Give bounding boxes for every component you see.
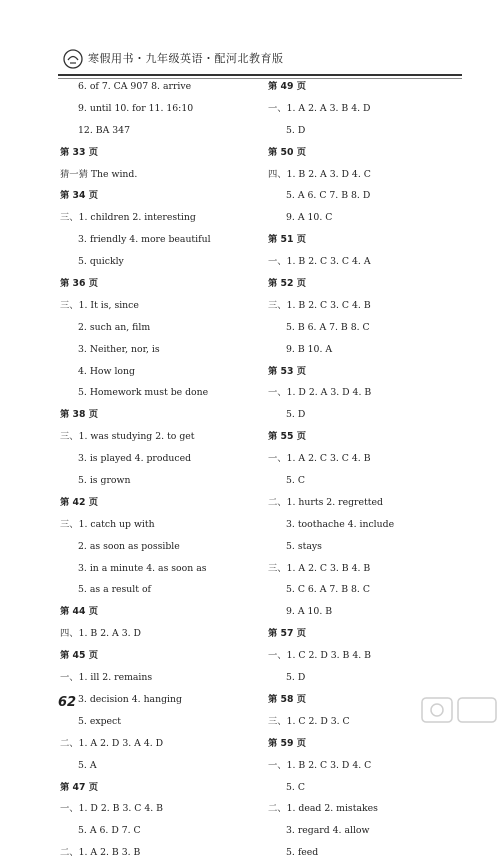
answer-line: 3. toothache 4. include xyxy=(286,518,395,530)
page-heading: 第 34 页 xyxy=(60,190,99,202)
answer-line: 一、1. A 2. C 3. C 4. B xyxy=(268,453,371,465)
answer-line: 4. How long xyxy=(78,365,135,377)
answer-line: 三、1. B 2. C 3. C 4. B xyxy=(268,299,371,311)
answer-line: 9. until 10. for 11. 16:10 xyxy=(78,102,194,114)
answer-line: 3. decision 4. hanging xyxy=(78,693,182,705)
answer-line: 一、1. B 2. C 3. C 4. A xyxy=(268,256,371,268)
answer-column-left xyxy=(60,76,260,864)
answer-line: 9. A 10. C xyxy=(286,212,333,224)
page-heading: 第 36 页 xyxy=(60,278,99,290)
answer-line: 5. stays xyxy=(286,540,322,552)
page-heading: 第 44 页 xyxy=(60,606,99,618)
answer-line: 四、1. B 2. A 3. D 4. C xyxy=(268,168,371,180)
book-logo-icon xyxy=(62,48,84,70)
answer-line: 三、1. C 2. D 3. C xyxy=(268,715,350,727)
page-number: 62 xyxy=(58,695,77,710)
answer-line: 5. B 6. A 7. B 8. C xyxy=(286,321,370,333)
answer-line: 12. BA 347 xyxy=(78,124,130,136)
answer-line: 猜一猜 The wind. xyxy=(60,168,138,180)
answer-line: 5. feed xyxy=(286,847,319,859)
answer-line: 三、1. A 2. C 3. B 4. B xyxy=(268,562,371,574)
page-heading: 第 55 页 xyxy=(268,431,307,443)
answer-line: 一、1. D 2. B 3. C 4. B xyxy=(60,803,163,815)
answer-line: 一、1. D 2. A 3. D 4. B xyxy=(268,387,372,399)
answer-line: 二、1. A 2. D 3. A 4. D xyxy=(60,737,164,749)
answer-line: 三、1. It is, since xyxy=(60,299,139,311)
page-heading: 第 59 页 xyxy=(268,737,307,749)
answer-line: 5. C xyxy=(286,781,305,793)
answer-line: 2. such an, film xyxy=(78,321,151,333)
page-heading: 第 49 页 xyxy=(268,81,307,92)
answer-line: 三、1. was studying 2. to get xyxy=(60,431,195,443)
answer-line: 一、1. B 2. C 3. D 4. C xyxy=(268,759,372,771)
answer-line: 四、1. B 2. A 3. D xyxy=(60,628,141,640)
answer-line: 二、1. dead 2. mistakes xyxy=(268,803,378,815)
answer-line: 9. B 10. A xyxy=(286,343,333,355)
answer-line: 9. A 10. B xyxy=(286,606,333,618)
answer-line: 5. expect xyxy=(78,715,121,727)
answer-line: 二、1. A 2. B 3. B xyxy=(60,847,141,859)
answer-line: 三、1. catch up with xyxy=(60,518,155,530)
answer-line: 3. in a minute 4. as soon as xyxy=(78,562,207,574)
answer-line: 5. D xyxy=(286,409,306,421)
watermark-logo-icon xyxy=(420,694,500,730)
page-heading: 第 38 页 xyxy=(60,409,99,421)
answer-line: 3. friendly 4. more beautiful xyxy=(78,234,211,246)
answer-line: 5. D xyxy=(286,672,306,684)
answer-line: 5. A 6. D 7. C xyxy=(78,825,141,837)
page-heading: 第 47 页 xyxy=(60,781,99,793)
page-header xyxy=(58,44,462,76)
answer-line: 2. as soon as possible xyxy=(78,540,180,552)
answer-line: 3. Neither, nor, is xyxy=(78,343,160,355)
answer-line: 6. of 7. CA 907 8. arrive xyxy=(78,81,192,92)
page-heading: 第 57 页 xyxy=(268,628,307,640)
answer-line: 5. C xyxy=(286,475,305,487)
header-title: 寒假用书・九年级英语・配河北教育版 xyxy=(88,52,284,65)
answer-line: 5. D xyxy=(286,124,306,136)
answer-line: 一、1. C 2. D 3. B 4. B xyxy=(268,650,371,662)
answer-line: 一、1. ill 2. remains xyxy=(60,672,153,684)
answer-line: 一、1. A 2. A 3. B 4. D xyxy=(268,102,371,114)
answer-line: 5. Homework must be done xyxy=(78,387,209,399)
page-heading: 第 42 页 xyxy=(60,496,99,508)
answer-line: 5. C 6. A 7. B 8. C xyxy=(286,584,370,596)
answer-column-right xyxy=(268,76,468,864)
page-heading: 第 53 页 xyxy=(268,365,307,377)
page-heading: 第 50 页 xyxy=(268,146,307,158)
answer-line: 5. as a result of xyxy=(78,584,151,596)
page-heading: 第 58 页 xyxy=(268,693,307,705)
answer-line: 3. is played 4. produced xyxy=(78,453,192,465)
answer-line: 三、1. children 2. interesting xyxy=(60,212,196,224)
answer-line: 5. A xyxy=(78,759,97,771)
answer-line: 二、1. hurts 2. regretted xyxy=(268,496,383,508)
answer-line: 5. is grown xyxy=(78,475,131,487)
answer-line: 3. regard 4. allow xyxy=(286,825,370,837)
page-heading: 第 51 页 xyxy=(268,234,307,246)
page-heading: 第 45 页 xyxy=(60,650,99,662)
answer-line: 5. quickly xyxy=(78,256,124,268)
answer-line: 5. A 6. C 7. B 8. D xyxy=(286,190,371,202)
page-heading: 第 52 页 xyxy=(268,278,307,290)
page-heading: 第 33 页 xyxy=(60,146,99,158)
